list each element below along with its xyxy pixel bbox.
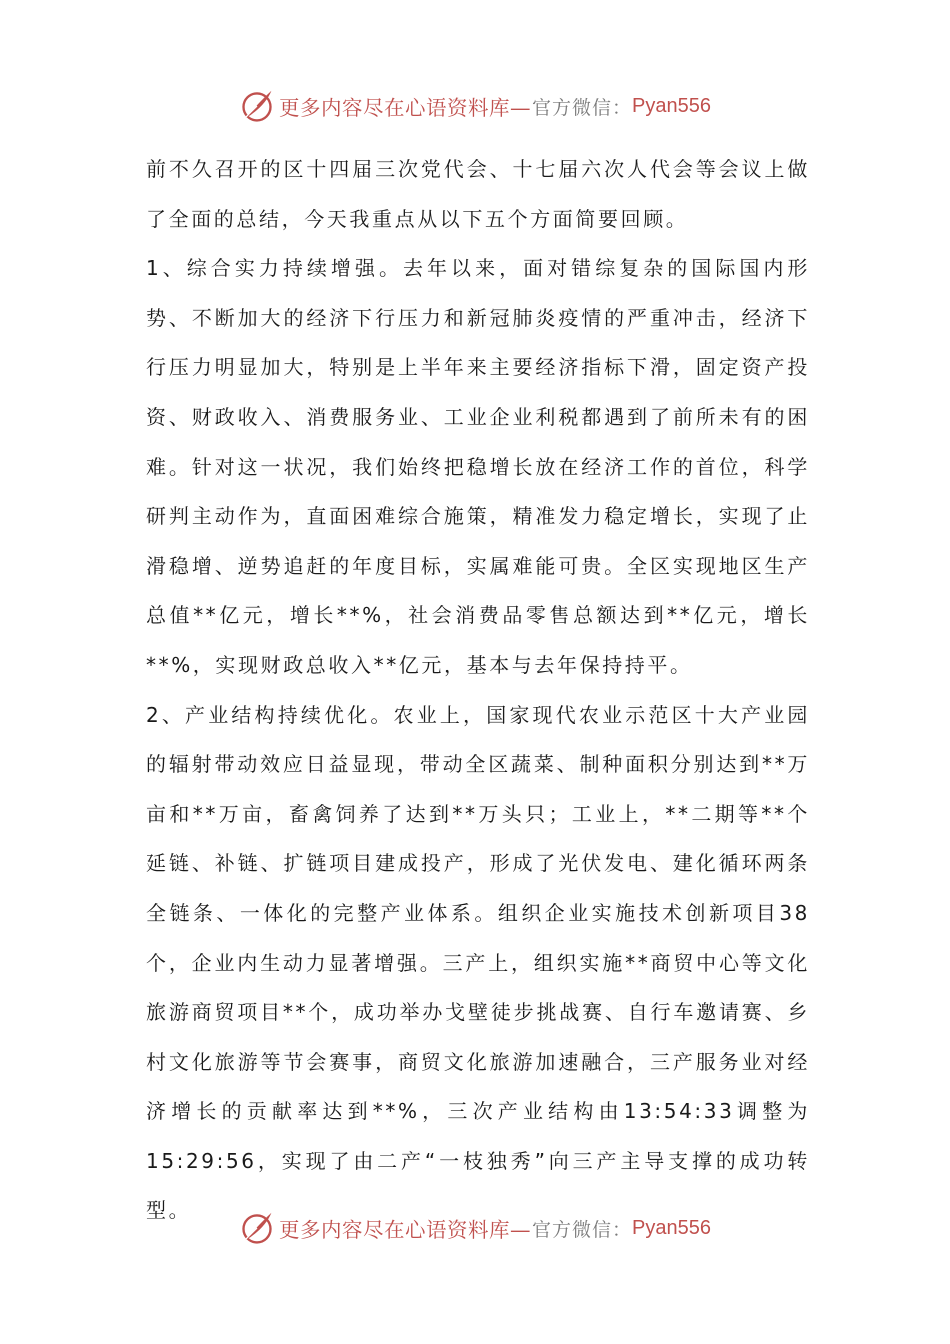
- header-banner: [0, 84, 950, 128]
- paragraph-intro: 前不久召开的区十四届三次党代会、十七届六次人代会等会议上做了全面的总结，今天我重点从以下五个方面简要回顾。: [146, 157, 810, 231]
- quill-logo-icon: [239, 88, 275, 124]
- paragraph-section-1: 1、综合实力持续增强。去年以来，面对错综复杂的国际国内形势、不断加大的经济下行压力和新冠肺炎疫情的严重冲击，经济下行压力明显加大，特别是上半年来主要经济指标下滑，固定资产投资、财政收入、消费服务业、工业企业利税都遇到了前所未有的困难。针对这一状况，我们始终把稳增长放在经济工作的首位，科学研判主动作为，直面困难综合施策，精准发力稳定增长，实现了止滑稳增、逆势追赶的年度目标，实属难能可贵。全区实现地区生产总值**亿元，增长**%，社会消费品零售总额达到**亿元，增长**%，实现财政总收入**亿元，基本与去年保持持平。: [146, 256, 810, 677]
- paragraph-section-2: 2、产业结构持续优化。农业上，国家现代农业示范区十大产业园的辐射带动效应日益显现，带动全区蔬菜、制种面积分别达到**万亩和**万亩，畜禽饲养了达到**万头只；工业上，**二期等**个延链、补链、扩链项目建成投产，形成了光伏发电、建化循环两条全链条、一体化的完整产业体系。组织企业实施技术创新项目38个，企业内生动力显著增强。三产上，组织实施**商贸中心等文化旅游商贸项目**个，成功举办戈壁徒步挑战赛、自行车邀请赛、乡村文化旅游等节会赛事，商贸文化旅游加速融合，三产服务业对经济增长的贡献率达到**%，三次产业结构由13:54:33调整为15:29:56，实现了由二产“一枝独秀”向三产主导支撑的成功转型。: [146, 702, 810, 1223]
- quill-logo-icon: [239, 1210, 275, 1246]
- footer-banner: [0, 1206, 950, 1250]
- banner-brand-text: 更多内容尽在心语资料库—: [279, 96, 531, 120]
- banner-wechat-id: Pyan556: [632, 94, 711, 117]
- banner-wechat-id: Pyan556: [632, 1216, 711, 1239]
- banner-brand-text: 更多内容尽在心语资料库—: [279, 1218, 531, 1242]
- banner-wechat-label: 官方微信：: [532, 96, 633, 119]
- document-body: [146, 145, 810, 1236]
- banner-wechat-label: 官方微信：: [532, 1218, 633, 1241]
